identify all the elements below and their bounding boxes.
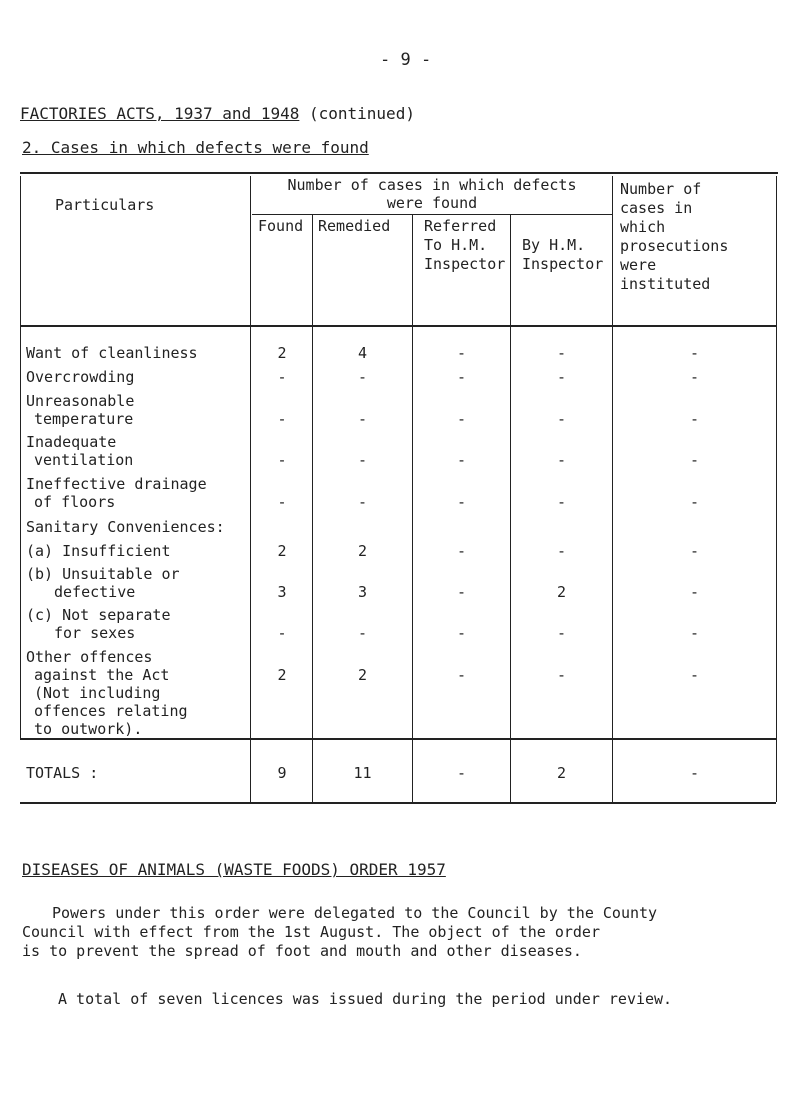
cell-remedied: - — [357, 451, 368, 469]
row-label — [26, 648, 188, 738]
row-label — [26, 475, 207, 511]
cell-by-hmi: 2 — [556, 583, 567, 601]
cell-to-hmi: - — [456, 344, 467, 362]
cell-prosecutions: - — [689, 344, 700, 362]
cell-found: 2 — [277, 542, 287, 560]
cell-prosecutions: - — [689, 368, 700, 386]
cell-remedied: - — [357, 410, 368, 428]
row-label — [26, 392, 134, 428]
row-label-line: temperature — [34, 410, 134, 428]
row-label-line: of floors — [34, 493, 116, 511]
row-label — [26, 606, 171, 642]
cell-remedied: 2 — [357, 666, 368, 684]
cell-by-hmi: - — [556, 410, 567, 428]
cell-to-hmi: - — [456, 410, 467, 428]
cell-to-hmi: - — [456, 451, 467, 469]
row-label-line: (b) Unsuitable or — [26, 565, 180, 583]
cell-prosecutions: - — [689, 451, 700, 469]
diseases-order-title: DISEASES OF ANIMALS (WASTE FOODS) ORDER 1957 — [22, 860, 446, 879]
cell-remedied: - — [357, 493, 368, 511]
section-title: 2. Cases in which defects were found — [22, 138, 369, 157]
row-label-line: to outwork). — [34, 720, 143, 738]
header-particulars: Particulars — [55, 196, 155, 214]
paragraph-line: Powers under this order were delegated to the Council by the County — [52, 904, 658, 922]
totals-found: 9 — [277, 764, 287, 782]
acts-title: FACTORIES ACTS, 1937 and 1948 — [20, 104, 300, 123]
cell-remedied: 3 — [357, 583, 368, 601]
cell-prosecutions: - — [689, 583, 700, 601]
cell-prosecutions: - — [689, 410, 700, 428]
header-by-hmi-2: Inspector — [522, 255, 604, 273]
page-heading — [20, 104, 415, 123]
row-label-line: Unreasonable — [26, 392, 135, 410]
page-number: - 9 - — [380, 50, 432, 70]
cell-to-hmi: - — [456, 368, 467, 386]
row-label-line: Want of cleanliness — [26, 344, 198, 362]
header-by-hmi-1: By H.M. — [522, 236, 586, 254]
header-remedied: Remedied — [318, 217, 391, 235]
header-group-defects-text: Number of cases in which defects were found — [287, 176, 577, 212]
row-label-line: defective — [54, 583, 136, 601]
cell-prosecutions: - — [689, 666, 700, 684]
cell-found: - — [277, 451, 287, 469]
cell-to-hmi: - — [456, 493, 467, 511]
header-prosecutions-line: prosecutions — [620, 237, 729, 255]
header-group-defects — [252, 176, 612, 212]
header-to-hmi-1: To H.M. — [424, 236, 488, 254]
cell-found: 2 — [277, 666, 287, 684]
row-label-line: (a) Insufficient — [26, 542, 171, 560]
cell-remedied: - — [357, 368, 368, 386]
cell-prosecutions: - — [689, 493, 700, 511]
cell-by-hmi: - — [556, 451, 567, 469]
acts-suffix: (continued) — [299, 104, 415, 123]
row-label — [26, 518, 225, 536]
header-referred: Referred — [424, 217, 497, 235]
row-label-line: Ineffective drainage — [26, 475, 207, 493]
cell-remedied: 2 — [357, 542, 368, 560]
cell-to-hmi: - — [456, 624, 467, 642]
totals-prosecutions: - — [689, 764, 700, 782]
cell-prosecutions: - — [689, 624, 700, 642]
cell-by-hmi: - — [556, 542, 567, 560]
cell-found: 2 — [277, 344, 287, 362]
cell-to-hmi: - — [456, 666, 467, 684]
row-label-line: Overcrowding — [26, 368, 135, 386]
cell-to-hmi: - — [456, 542, 467, 560]
cell-found: - — [277, 410, 287, 428]
row-label-line: Sanitary Conveniences: — [26, 518, 225, 536]
header-prosecutions-line: were — [620, 256, 657, 274]
header-found: Found — [258, 217, 304, 235]
row-label-line: Other offences — [26, 648, 153, 666]
diseases-paragraph-2: A total of seven licences was issued during the period under review. — [58, 990, 673, 1008]
totals-by-hmi: 2 — [556, 764, 567, 782]
totals-label: TOTALS : — [26, 764, 99, 782]
paragraph-line: Council with effect from the 1st August. The object of the order — [22, 923, 600, 941]
cell-found: - — [277, 624, 287, 642]
row-label-line: against the Act — [34, 666, 170, 684]
row-label-line: offences relating — [34, 702, 188, 720]
row-label-line: (c) Not separate — [26, 606, 171, 624]
cell-prosecutions: - — [689, 542, 700, 560]
header-to-hmi-2: Inspector — [424, 255, 506, 273]
cell-by-hmi: - — [556, 344, 567, 362]
paragraph-line: is to prevent the spread of foot and mouth and other diseases. — [22, 942, 582, 960]
totals-remedied: 11 — [353, 764, 372, 782]
cell-by-hmi: - — [556, 624, 567, 642]
row-label — [26, 368, 134, 386]
header-prosecutions-line: instituted — [620, 275, 711, 293]
cell-by-hmi: - — [556, 666, 567, 684]
diseases-paragraph-1 — [22, 904, 772, 961]
totals-to-hmi: - — [456, 764, 467, 782]
cell-found: - — [277, 368, 287, 386]
cell-remedied: 4 — [357, 344, 368, 362]
row-label — [26, 433, 133, 469]
cell-found: - — [277, 493, 287, 511]
header-prosecutions-line: which — [620, 218, 666, 236]
cell-to-hmi: - — [456, 583, 467, 601]
row-label — [26, 344, 198, 362]
row-label-line: ventilation — [34, 451, 134, 469]
row-label — [26, 565, 180, 601]
cell-by-hmi: - — [556, 368, 567, 386]
row-label — [26, 542, 171, 560]
row-label-line: for sexes — [54, 624, 136, 642]
row-label-line: Inadequate — [26, 433, 117, 451]
header-prosecutions-line: Number of — [620, 180, 702, 198]
cell-remedied: - — [357, 624, 368, 642]
row-label-line: (Not including — [34, 684, 161, 702]
cell-found: 3 — [277, 583, 287, 601]
header-prosecutions — [620, 180, 728, 294]
header-prosecutions-line: cases in — [620, 199, 693, 217]
cell-by-hmi: - — [556, 493, 567, 511]
